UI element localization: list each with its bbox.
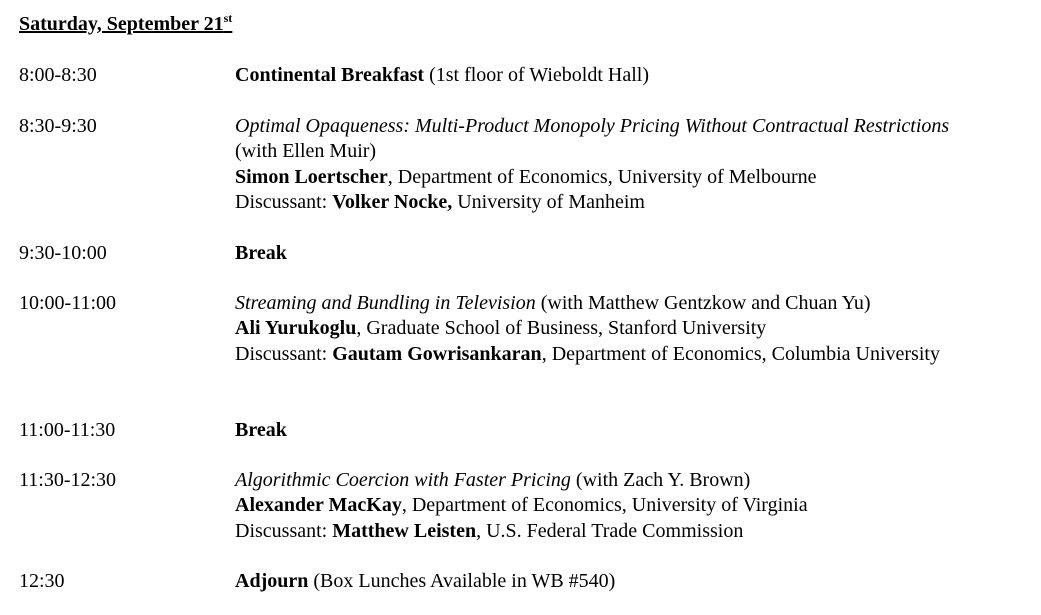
session-text: (with Zach Y. Brown) (570, 469, 751, 491)
session-line (235, 418, 1035, 443)
page-heading (19, 12, 232, 37)
session-time: 8:00-8:30 (19, 64, 97, 86)
discussant-label: Discussant: (235, 519, 333, 542)
session-details (235, 241, 1035, 266)
session-text: , U.S. Federal Trade Commission (476, 519, 744, 542)
paper-title: Algorithmic Coercion with Faster Pricing (235, 469, 571, 491)
session-details (235, 569, 1035, 594)
emphasized-text: Gautam Gowrisankaran (332, 342, 542, 365)
session-line (235, 291, 1035, 316)
emphasized-text: Ali Yurukoglu (235, 317, 357, 340)
paper-title: Streaming and Bundling in Television (235, 292, 536, 314)
session-text: , Department of Economics, University of Virginia (401, 494, 808, 517)
session-time: 11:30-12:30 (19, 469, 117, 491)
session-details (235, 418, 1035, 443)
emphasized-text: Simon Loertscher (235, 165, 388, 188)
session-line (235, 241, 1035, 266)
session-text: (with Matthew Gentzkow and Chuan Yu) (535, 292, 871, 314)
paper-title: Optimal Opaqueness: Multi-Product Monopoly Pricing Without Contractual Restrictions (235, 115, 950, 137)
session-line (235, 569, 1035, 594)
emphasized-text: Adjourn (235, 570, 309, 592)
session-line (235, 63, 1035, 88)
session-time: 8:30-9:30 (19, 115, 97, 137)
emphasized-text: Alexander MacKay (235, 494, 402, 517)
session-details (235, 291, 1035, 367)
session-time: 9:30-10:00 (19, 242, 107, 264)
session-time: 12:30 (19, 570, 65, 592)
emphasized-text: Volker Nocke, (332, 190, 453, 213)
session-text: University of Manheim (452, 190, 645, 213)
emphasized-text: Continental Breakfast (235, 64, 425, 86)
session-text: (1st floor of Wieboldt Hall) (424, 64, 649, 86)
session-line (235, 468, 1035, 493)
emphasized-text: Break (235, 419, 287, 441)
session-text: , Department of Economics, Columbia University (541, 342, 940, 365)
session-line (235, 493, 1035, 518)
emphasized-text: Matthew Leisten (332, 519, 477, 542)
session-details (235, 114, 1035, 215)
session-line (235, 139, 1035, 164)
discussant-label: Discussant: (235, 190, 333, 213)
session-text: , Graduate School of Business, Stanford University (356, 317, 767, 340)
emphasized-text: Break (235, 242, 287, 264)
session-details (235, 63, 1035, 88)
session-text: (with Ellen Muir) (235, 140, 377, 163)
discussant-label: Discussant: (235, 342, 333, 365)
heading-ordinal-suffix: st (223, 11, 233, 25)
session-line (235, 190, 1035, 215)
session-time: 11:00-11:30 (19, 419, 116, 441)
session-line (235, 519, 1035, 544)
session-text: (Box Lunches Available in WB #540) (308, 570, 616, 592)
session-text: , Department of Economics, University of Melbourne (387, 165, 817, 188)
session-line (235, 342, 1035, 367)
session-line (235, 114, 1035, 139)
heading-day: Saturday, September 21 (19, 13, 224, 35)
session-line (235, 316, 1035, 341)
session-details (235, 468, 1035, 544)
session-line (235, 165, 1035, 190)
session-time: 10:00-11:00 (19, 292, 117, 314)
